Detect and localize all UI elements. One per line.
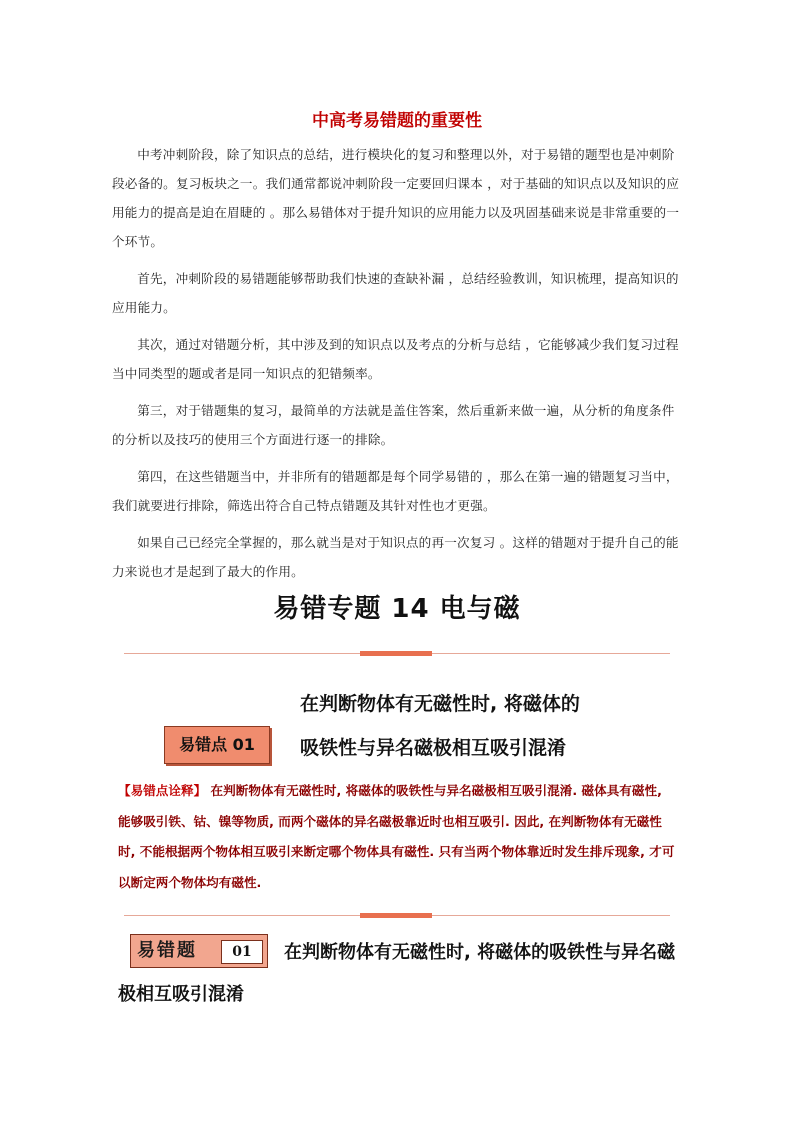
point-title-line: 吸铁性与异名磁极相互吸引混淆 [300,737,567,759]
question-badge-label: 易错题 [137,940,197,961]
point-title [300,682,680,770]
divider-accent [360,651,432,656]
intro-paragraph: 其次，通过对错题分析，其中涉及到的知识点以及考点的分析与总结 ，它能够减少我们复习过程当中同类型的题或者是同一知识点的犯错频率。 [112,337,679,381]
section-divider [124,915,670,916]
question-badge-number: 01 [221,940,263,964]
section-divider [124,653,670,654]
explanation-text: 在判断物体有无磁性时, 将磁体的吸铁性与异名磁极相互吸引混淆. 磁体具有磁性, 能够吸引铁、钴、镍等物质, 而两个磁体的异名磁极靠近时也相互吸引. 因此, 在判断物体有无磁性时, 不能根据两个物体相互吸引来断定哪个物体具有磁性. 只有当两个物体靠近时发生排斥现象, 才可以断定两个物体均有磁性. [118,783,675,890]
intro-body [112,140,680,594]
intro-paragraph: 中考冲刺阶段，除了知识点的总结，进行模块化的复习和整理以外，对于易错的题型也是冲刺阶段必备的。复习板块之一。我们通常都说冲刺阶段一定要回归课本 ，对于基础的知识点以及知识的应用能力的提高是迫在眉睫的 。那么易错体对于提升知识的应用能力以及巩固基础来说是非常重要的一个环节。 [112,147,680,249]
question-title: 在判断物体有无磁性时, 将磁体的吸铁性与异名磁极相互吸引混淆 [118,942,676,1005]
error-question-badge [130,934,268,968]
intro-paragraph: 首先，冲刺阶段的易错题能够帮助我们快速的查缺补漏 ，总结经验教训，知识梳理，提高知识的应用能力。 [112,271,679,315]
divider-accent [360,913,432,918]
topic-title: 易错专题 14 电与磁 [273,594,521,624]
intro-title: 中高考易错题的重要性 [312,111,482,131]
point-title-line: 在判断物体有无磁性时, 将磁体的 [300,693,580,715]
error-point-badge: 易错点 01 [164,726,270,764]
explanation-tag: 【易错点诠释】 [118,783,207,798]
error-point-explanation [118,776,676,898]
intro-paragraph: 如果自己已经完全掌握的，那么就当是对于知识点的再一次复习 。这样的错题对于提升自己的能力来说也才是起到了最大的作用。 [112,535,679,579]
intro-paragraph: 第三，对于错题集的复习，最简单的方法就是盖住答案，然后重新来做一遍，从分析的角度条件的分析以及技巧的使用三个方面进行逐一的排除。 [112,403,675,447]
intro-paragraph: 第四，在这些错题当中，并非所有的错题都是每个同学易错的 ，那么在第一遍的错题复习当中，我们就要进行排除，筛选出符合自己特点错题及其针对性也才更强。 [112,469,679,513]
